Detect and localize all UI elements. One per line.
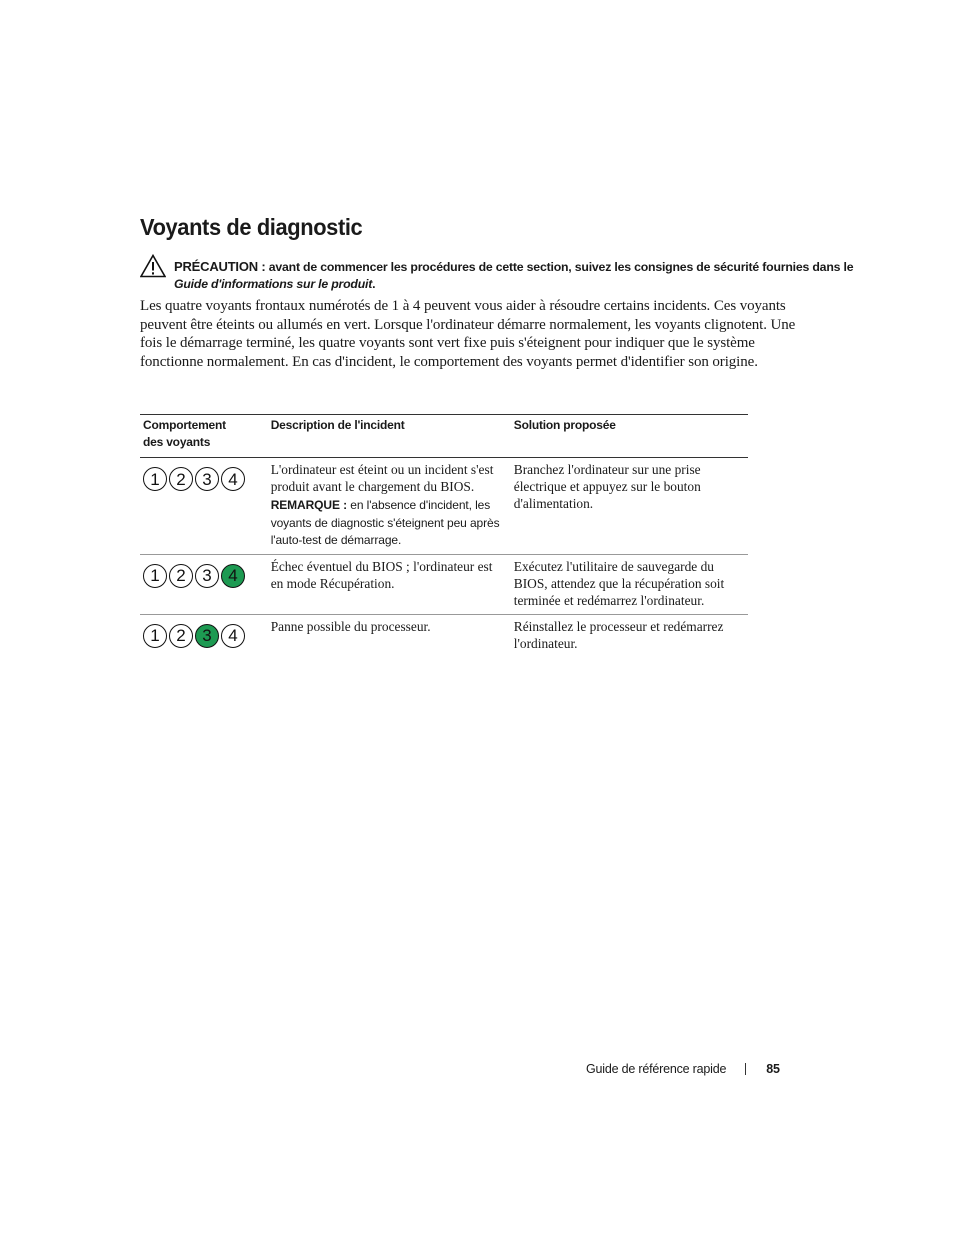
incident-description-cell [265, 554, 508, 614]
table-row [140, 554, 748, 614]
page-footer [586, 1062, 780, 1076]
led-4-off-icon: 4 [221, 467, 245, 491]
led-2-off-icon: 2 [169, 467, 193, 491]
intro-paragraph: Les quatre voyants frontaux numérotés de 1 à 4 peuvent vous aider à résoudre certains incidents. Ces voyants peuvent être éteints ou allumés en vert. Lorsque l'ordinateur démarre normalement, les voyants clignotent. Une fois le démarrage terminé, les quatre voyants sont vert fixe puis s'éteignent pour indiquer que le système fonctionne normalement. En cas d'incident, le comportement des voyants permet d'identifier son origine. [140, 298, 796, 371]
led-4-off-icon: 4 [221, 624, 245, 648]
incident-description: Échec éventuel du BIOS ; l'ordinateur est en mode Récupération. [270, 558, 493, 592]
caution-end: . [372, 277, 376, 291]
note-text: en l'absence d'incident, les voyants de diagnostic s'éteignent peu après l'auto-test de démarrage. [270, 498, 500, 548]
led-3-on-icon: 3 [195, 624, 219, 648]
led-3-off-icon: 3 [195, 467, 219, 491]
proposed-solution: Branchez l'ordinateur sur une prise électrique et appuyez sur le bouton d'alimentation. [508, 458, 748, 555]
incident-description: L'ordinateur est éteint ou un incident s'est produit avant le chargement du BIOS. [270, 462, 494, 495]
incident-description-cell [265, 458, 508, 555]
page-number: 85 [766, 1062, 780, 1076]
header-description: Description de l'incident [265, 415, 508, 458]
footer-separator [745, 1063, 746, 1075]
caution-text [174, 258, 854, 293]
led-2-off-icon: 2 [169, 624, 193, 648]
note [271, 497, 505, 550]
caution-guide-title: Guide d'informations sur le produit [174, 277, 373, 291]
table-header-row [140, 415, 748, 458]
led-1-off-icon: 1 [143, 467, 167, 491]
led-behavior-cell [140, 614, 265, 656]
warning-triangle-icon [140, 254, 166, 278]
header-behavior [140, 415, 265, 458]
note-label: REMARQUE : [270, 498, 348, 513]
footer-guide-title: Guide de référence rapide [586, 1062, 727, 1076]
page-title: Voyants de diagnostic [140, 214, 363, 240]
led-behavior-cell [140, 458, 265, 555]
led-behavior-cell [140, 554, 265, 614]
led-1-off-icon: 1 [143, 624, 167, 648]
header-behavior-label: Comportement des voyants [143, 418, 226, 449]
caution-label: PRÉCAUTION : [174, 259, 266, 274]
caution-body: avant de commencer les procédures de cette section, suivez les consignes de sécurité fournies dans le [265, 260, 854, 274]
diagnostic-table [140, 414, 748, 656]
incident-description-cell [265, 614, 508, 656]
proposed-solution: Réinstallez le processeur et redémarrez l'ordinateur. [513, 618, 724, 651]
header-solution: Solution proposée [508, 415, 748, 458]
led-3-off-icon: 3 [195, 564, 219, 588]
led-2-off-icon: 2 [169, 564, 193, 588]
led-indicator-group [143, 618, 262, 648]
led-indicator-group [143, 558, 262, 588]
proposed-solution: Exécutez l'utilitaire de sauvegarde du BIOS, attendez que la récupération soit terminée et redémarrez l'ordinateur. [508, 554, 748, 614]
led-4-on-icon: 4 [221, 564, 245, 588]
incident-description: Panne possible du processeur. [270, 618, 431, 634]
table-row [140, 458, 748, 555]
table-body [140, 458, 748, 656]
led-1-off-icon: 1 [143, 564, 167, 588]
table-row [140, 614, 748, 656]
led-indicator-group [143, 461, 262, 491]
